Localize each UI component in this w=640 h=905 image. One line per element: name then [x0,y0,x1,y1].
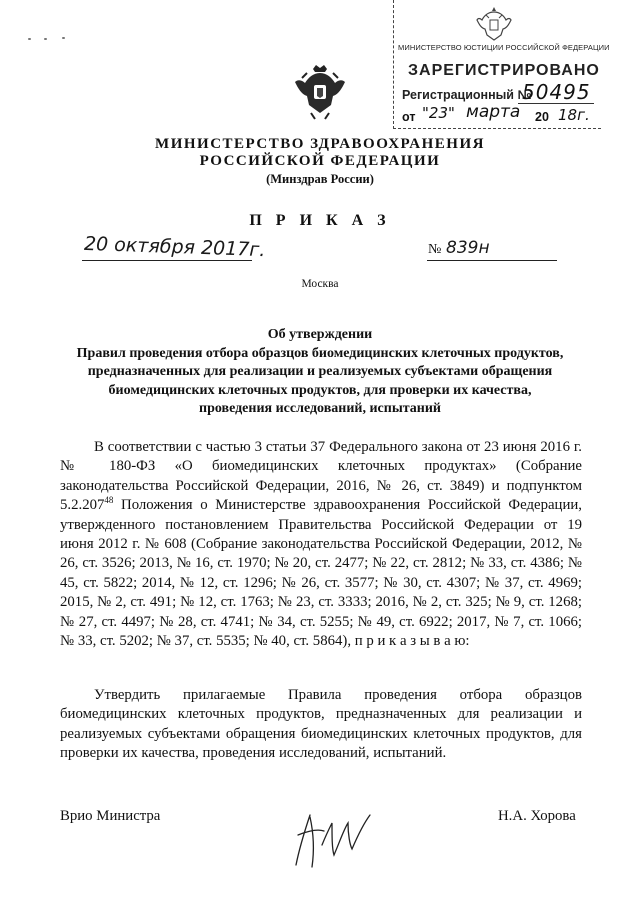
stamp-ministry-line: МИНИСТЕРСТВО ЮСТИЦИИ РОССИЙСКОЙ ФЕДЕРАЦИИ [398,43,610,52]
ministry-short-name: (Минздрав России) [266,172,374,186]
stamp-date-day: "23" [422,104,455,122]
stamp-date-month: марта [466,102,521,122]
stamp-regnum-label: Регистрационный № [402,88,532,102]
order-date-underline [82,260,252,261]
coat-of-arms-icon [293,63,347,123]
scan-speck [44,38,47,40]
para1-text-b: Положения о Министерстве здравоохранения Российской Федерации, утвержденного постановлением Правительства Российской Федерации от 19 июня 2012 г. № 608 (Собрание законодательства Российской Федерации, 2012, № 26, ст. 3526; 2013, № 16, ст. 1970; № 20, ст. 2477; № 22, ст. 2812; № 33, ст. 4386; № 45, ст. 5822; 2014, № 12, ст. 1296; № 26, ст. 3577; № 30, ст. 4307; № 37, ст. 4969; 2015, № 2, ст. 491; № 12, ст. 1763; № 23, ст. 3333; 2016, № 2, ст. 325; № 9, ст. 1268; № 27, ст. 4497; № 28, ст. 4741; № 34, ст. 5255; № 49, ст. 6922; 2017, № 7, ст. 1066; № 33, ст. 5202; № 37, ст. 5535; № 40, ст. 5864), п р и к а з ы в а ю: [60,497,582,650]
order-title: П Р И К А З [249,212,391,229]
para1-superscript: 48 [104,495,114,506]
order-date: 20 октября 2017г. [83,232,266,262]
stamp-date-year-suffix: 18г. [558,106,590,124]
order-number: 839н [446,238,490,258]
ministry-name-line2: РОССИЙСКОЙ ФЕДЕРАЦИИ [199,153,441,169]
title-line: проведения исследований, испытаний [199,401,441,416]
document-title [60,326,580,419]
signatory-name: Н.А. Хорова [498,808,576,824]
title-line: биомедицинских клеточных продуктов, для проверки их качества, [108,382,532,398]
scan-speck [28,38,31,40]
order-city: Москва [301,278,339,290]
signatory-position: Врио Министра [60,808,161,824]
order-number-underline [427,260,557,261]
stamp-date-year-prefix: 20 [535,110,549,124]
stamp-date-prefix: от [402,110,416,124]
stamp-regnum-value: 50495 [522,80,591,104]
ministry-name-line1: МИНИСТЕРСТВО ЗДРАВООХРАНЕНИЯ [155,136,485,152]
registration-stamp [393,0,610,129]
body-paragraph-2: Утвердить прилагаемые Правила проведения отбора образцов биомедицинских клеточных продуктов, предназначенных для реализации и реализуемых субъектами обращения биомедицинских клеточных продуктов, для проверки их качества, проведения исследований, испытаний. [60,687,582,762]
stamp-registered: ЗАРЕГИСТРИРОВАНО [408,62,600,79]
title-line: Правил проведения отбора образцов биомедицинских клеточных продуктов, [76,345,564,361]
emblem-small-icon [476,4,512,42]
title-line: Об утверждении [267,327,373,342]
scan-speck [62,37,65,39]
handwritten-signature [288,805,388,875]
order-number-sign: № [428,242,442,257]
title-line: предназначенных для реализации и реализуемых субъектами обращения [87,364,553,379]
body-paragraph-1 [60,438,582,651]
para1-text-a: В соответствии с частью 3 статьи 37 Федерального закона от 23 июня 2016 г. № 180-ФЗ «О биомедицинских клеточных продуктах» (Собрание законодательства Российской Федерации, 2016, № 26, ст. 3849) и подпунктом 5.2.207 [60,439,582,514]
stamp-regnum-underline [518,103,594,104]
